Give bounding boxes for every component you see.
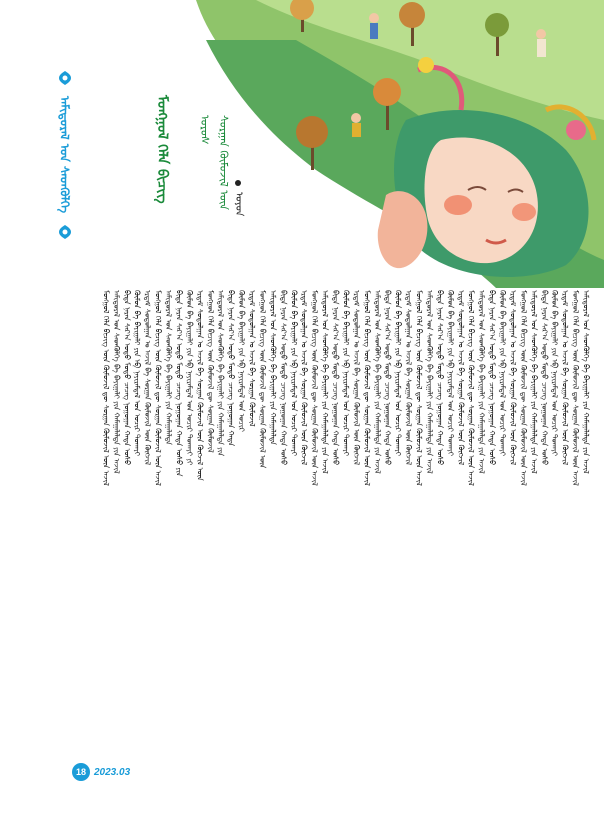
text-column: ᠡᠷᠳᠡᠮ ᠰᠤᠳᠤᠯᠭᠠᠨ ᠤ ᠠᠵᠢᠯ ᠪᠠ ᠰᠤᠷᠭᠠᠨ ᠬᠦᠮᠦᠵᠢᠯ	[247, 290, 257, 427]
text-column: ᠮᠣᠩᠭᠣᠯ ᠬᠡᠯᠡ ᠪᠢᠴᠢᠭ ᠦᠨ ᠬᠦᠮᠦᠵᠢᠯ ᠳᠦ ᠰᠤᠷᠭᠠᠨ ᠬᠦᠮᠦᠵᠢᠯ ᠦᠨ ᠠᠵᠢᠯ	[414, 290, 424, 486]
text-column: ᠪᠢᠳᠡ ᠨᠠᠷᠠᠨ ᠰᠠᠷ᠎ᠠ ᠣᠳᠤ ᠮᠣᠳᠤ ᠴᠡᠴᠡᠭ ᠨᠤᠭᠤᠭᠠᠨ ᠬᠠᠳᠠ ᠤᠰᠤ	[122, 290, 132, 466]
text-column: ᠡᠷᠳᠡᠮ ᠰᠤᠳᠤᠯᠭᠠᠨ ᠤ ᠠᠵᠢᠯ ᠪᠠ ᠰᠤᠷᠭᠠᠨ ᠬᠦᠮᠦᠵᠢᠯ ᠦᠨ ᠬᠥᠭᠵᠢᠯ	[456, 290, 466, 466]
text-column: ᠪᠢᠳᠡ ᠨᠠᠷᠠᠨ ᠰᠠᠷ᠎ᠠ ᠣᠳᠤ ᠮᠣᠳᠤ ᠴᠡᠴᠡᠭ ᠨᠤᠭᠤᠭᠠᠨ ᠬᠠᠳᠠ ᠤᠰᠤ	[539, 290, 549, 466]
text-column: ᠡᠷᠳᠡᠮ ᠰᠤᠳᠤᠯᠭᠠᠨ ᠤ ᠠᠵᠢᠯ ᠪᠠ ᠰᠤᠷᠭᠠᠨ ᠬᠦᠮᠦᠵᠢᠯ ᠦᠨ ᠬᠥᠭᠵᠢᠯ	[404, 290, 414, 466]
text-column: ᠡᠷᠳᠡᠮ ᠰᠤᠳᠤᠯᠭᠠᠨ ᠤ ᠠᠵᠢᠯ ᠪᠠ ᠰᠤᠷᠭᠠᠨ ᠬᠦᠮᠦᠵᠢᠯ ᠦᠨ ᠬᠥᠭᠵᠢᠯ	[351, 290, 361, 466]
header-illustration	[196, 0, 604, 288]
text-column: ᠡᠷᠳᠡᠮ ᠰᠤᠳᠤᠯᠭᠠᠨ ᠤ ᠠᠵᠢᠯ ᠪᠠ ᠰᠤᠷᠭᠠᠨ ᠬᠦᠮᠦᠵᠢᠯ ᠦᠨ ᠬᠥᠭᠵᠢᠯ	[508, 290, 518, 466]
text-column: ᠪᠢᠳᠡ ᠨᠠᠷᠠᠨ ᠰᠠᠷ᠎ᠠ ᠣᠳᠤ ᠮᠣᠳᠤ ᠴᠡᠴᠡᠭ ᠨᠤᠭᠤᠭᠠᠨ ᠬᠠᠳᠠ ᠤᠰᠤ	[383, 290, 393, 466]
text-column: ᠮᠣᠩᠭᠣᠯ ᠬᠡᠯᠡ ᠪᠢᠴᠢᠭ ᠦᠨ ᠬᠦᠮᠦᠵᠢᠯ ᠳᠦ ᠰᠤᠷᠭᠠᠨ ᠬᠦᠮᠦᠵᠢᠯ	[205, 290, 215, 453]
text-column: ᠬᠦᠮᠦᠨ ᠪᠠ ᠪᠠᠶᠢᠭᠠᠯᠢ ᠶᠢᠨ ᠡᠪ ᠨᠠᠶᠢᠷᠠᠮᠳᠠᠯ ᠤᠨ ᠤᠴᠢᠷ ᠲᠤᠬᠠᠶᠢ	[341, 290, 351, 456]
text-column: ᠬᠦᠮᠦᠨ ᠪᠠ ᠪᠠᠶᠢᠭᠠᠯᠢ ᠶᠢᠨ ᠡᠪ ᠨᠠᠶᠢᠷᠠᠮᠳᠠᠯ ᠤᠨ ᠤᠴᠢᠷ	[237, 290, 247, 432]
text-column: ᠬᠦᠮᠦᠨ ᠪᠠ ᠪᠠᠶᠢᠭᠠᠯᠢ ᠶᠢᠨ ᠡᠪ ᠨᠠᠶᠢᠷᠠᠮᠳᠠᠯ ᠤᠨ ᠤᠴᠢᠷ ᠲᠤᠬᠠᠶᠢ	[445, 290, 455, 456]
text-column: ᠠᠮᠢᠳᠤᠷᠠᠯ ᠤᠨ ᠰᠡᠳᠬᠦᠯᠭᠡ ᠪᠠ ᠪᠠᠶᠢᠭᠠᠯᠢ ᠶᠢᠨ ᠬᠠᠮᠠᠭᠠᠯᠠᠯᠲᠠ ᠶᠢᠨ ᠠᠵᠢᠯ	[424, 290, 434, 474]
text-column: ᠪᠢᠳᠡ ᠨᠠᠷᠠᠨ ᠰᠠᠷ᠎ᠠ ᠣᠳᠤ ᠮᠣᠳᠤ ᠴᠡᠴᠡᠭ ᠨᠤᠭᠤᠭᠠᠨ ᠬᠠᠳᠠ ᠤᠰᠤ ᠶᠢᠨ	[174, 290, 184, 477]
text-column: ᠮᠣᠩᠭᠣᠯ ᠬᠡᠯᠡ ᠪᠢᠴᠢᠭ ᠦᠨ ᠬᠦᠮᠦᠵᠢᠯ ᠳᠦ ᠰᠤᠷᠭᠠᠨ ᠬᠦᠮᠦᠵᠢᠯ ᠦᠨ ᠠᠵᠢᠯ	[466, 290, 476, 486]
author-block	[229, 180, 247, 250]
text-column: ᠬᠦᠮᠦᠨ ᠪᠠ ᠪᠠᠶᠢᠭᠠᠯᠢ ᠶᠢᠨ ᠡᠪ ᠨᠠᠶᠢᠷᠠᠮᠳᠠᠯ ᠤᠨ ᠤᠴᠢᠷ ᠲᠤᠬᠠᠶᠢ	[393, 290, 403, 456]
article-title: ᠮᠣᠩᠭᠣᠯ ᠬᠡᠯᠡ ᠪᠢᠴᠢᠭ	[154, 95, 170, 204]
text-column: ᠠᠮᠢᠳᠤᠷᠠᠯ ᠤᠨ ᠰᠡᠳᠬᠦᠯᠭᠡ ᠪᠠ ᠪᠠᠶᠢᠭᠠᠯᠢ ᠶᠢᠨ ᠬᠠᠮᠠᠭᠠᠯᠠᠯᠲᠠ ᠶᠢᠨ ᠠᠵᠢᠯ	[581, 290, 591, 474]
text-column: ᠠᠮᠢᠳᠤᠷᠠᠯ ᠤᠨ ᠰᠡᠳᠬᠦᠯᠭᠡ ᠪᠠ ᠪᠠᠶᠢᠭᠠᠯᠢ ᠶᠢᠨ ᠬᠠᠮᠠᠭᠠᠯᠠᠯᠲᠠ ᠶᠢᠨ ᠠᠵᠢᠯ	[477, 290, 487, 474]
section-title: ᠠᠮᠢᠳᠤᠷᠠᠯ ᠤᠨ ᠰᠡᠳᠬᠦᠯᠭᠡ	[57, 96, 72, 214]
text-column: ᠬᠦᠮᠦᠨ ᠪᠠ ᠪᠠᠶᠢᠭᠠᠯᠢ ᠶᠢᠨ ᠡᠪ ᠨᠠᠶᠢᠷᠠᠮᠳᠠᠯ ᠤᠨ ᠤᠴᠢᠷ ᠲᠤᠬᠠᠶᠢ ᠶᠢ	[184, 290, 194, 466]
text-column: ᠬᠦᠮᠦᠨ ᠪᠠ ᠪᠠᠶᠢᠭᠠᠯᠢ ᠶᠢᠨ ᠡᠪ ᠨᠠᠶᠢᠷᠠᠮᠳᠠᠯ ᠤᠨ ᠤᠴᠢᠷ ᠲᠤᠬᠠᠶᠢ	[132, 290, 142, 456]
text-column: ᠪᠢᠳᠡ ᠨᠠᠷᠠᠨ ᠰᠠᠷ᠎ᠠ ᠣᠳᠤ ᠮᠣᠳᠤ ᠴᠡᠴᠡᠭ ᠨᠤᠭᠤᠭᠠᠨ ᠬᠠᠳᠠ ᠤᠰᠤ	[487, 290, 497, 466]
text-column: ᠬᠦᠮᠦᠨ ᠪᠠ ᠪᠠᠶᠢᠭᠠᠯᠢ ᠶᠢᠨ ᠡᠪ ᠨᠠᠶᠢᠷᠠᠮᠳᠠᠯ ᠤᠨ ᠤᠴᠢᠷ ᠲᠤᠬᠠᠶᠢ	[550, 290, 560, 456]
text-column: ᠠᠮᠢᠳᠤᠷᠠᠯ ᠤᠨ ᠰᠡᠳᠬᠦᠯᠭᠡ ᠪᠠ ᠪᠠᠶᠢᠭᠠᠯᠢ ᠶᠢᠨ ᠬᠠᠮᠠᠭᠠᠯᠠᠯᠲᠠ	[164, 290, 174, 445]
ornament-icon	[57, 70, 73, 86]
text-column: ᠡᠷᠳᠡᠮ ᠰᠤᠳᠤᠯᠭᠠᠨ ᠤ ᠠᠵᠢᠯ ᠪᠠ ᠰᠤᠷᠭᠠᠨ ᠬᠦᠮᠦᠵᠢᠯ ᠦᠨ ᠬᠥᠭᠵᠢᠯ	[143, 290, 153, 466]
issue-date: 2023.03	[94, 766, 131, 778]
woman-nature-illustration	[196, 0, 604, 288]
text-column: ᠪᠢᠳᠡ ᠨᠠᠷᠠᠨ ᠰᠠᠷ᠎ᠠ ᠣᠳᠤ ᠮᠣᠳᠤ ᠴᠡᠴᠡᠭ ᠨᠤᠭᠤᠭᠠᠨ ᠬᠠᠳᠠ ᠤᠰᠤ	[331, 290, 341, 466]
article-body	[102, 290, 590, 760]
text-column: ᠮᠣᠩᠭᠣᠯ ᠬᠡᠯᠡ ᠪᠢᠴᠢᠭ ᠦᠨ ᠬᠦᠮᠦᠵᠢᠯ ᠳᠦ ᠰᠤᠷᠭᠠᠨ ᠬᠦᠮᠦᠵᠢᠯ ᠦᠨ ᠠᠵᠢᠯ	[362, 290, 372, 486]
text-column: ᠮᠣᠩᠭᠣᠯ ᠬᠡᠯᠡ ᠪᠢᠴᠢᠭ ᠦᠨ ᠬᠦᠮᠦᠵᠢᠯ ᠳᠦ ᠰᠤᠷᠭᠠᠨ ᠬᠦᠮᠦᠵᠢᠯ ᠦᠨ ᠠᠵᠢᠯ	[153, 290, 163, 486]
text-column: ᠠᠮᠢᠳᠤᠷᠠᠯ ᠤᠨ ᠰᠡᠳᠬᠦᠯᠭᠡ ᠪᠠ ᠪᠠᠶᠢᠭᠠᠯᠢ ᠶᠢᠨ ᠬᠠᠮᠠᠭᠠᠯᠠᠯᠲᠠ ᠶᠢᠨ	[216, 290, 226, 457]
page-footer	[72, 763, 130, 781]
text-column: ᠡᠷᠳᠡᠮ ᠰᠤᠳᠤᠯᠭᠠᠨ ᠤ ᠠᠵᠢᠯ ᠪᠠ ᠰᠤᠷᠭᠠᠨ ᠬᠦᠮᠦᠵᠢᠯ ᠦᠨ ᠬᠥᠭᠵᠢᠯ	[299, 290, 309, 466]
text-column: ᠬᠦᠮᠦᠨ ᠪᠠ ᠪᠠᠶᠢᠭᠠᠯᠢ ᠶᠢᠨ ᠡᠪ ᠨᠠᠶᠢᠷᠠᠮᠳᠠᠯ ᠤᠨ ᠤᠴᠢᠷ ᠲᠤᠬᠠᠶᠢ	[498, 290, 508, 456]
text-column: ᠡᠷᠳᠡᠮ ᠰᠤᠳᠤᠯᠭᠠᠨ ᠤ ᠠᠵᠢᠯ ᠪᠠ ᠰᠤᠷᠭᠠᠨ ᠬᠦᠮᠦᠵᠢᠯ ᠦᠨ ᠬᠥᠭᠵᠢᠯ ᠦᠨ	[195, 290, 205, 481]
text-column: ᠪᠢᠳᠡ ᠨᠠᠷᠠᠨ ᠰᠠᠷ᠎ᠠ ᠣᠳᠤ ᠮᠣᠳᠤ ᠴᠡᠴᠡᠭ ᠨᠤᠭᠤᠭᠠᠨ ᠬᠠᠳᠠ ᠤᠰᠤ	[435, 290, 445, 466]
text-column: ᠮᠣᠩᠭᠣᠯ ᠬᠡᠯᠡ ᠪᠢᠴᠢᠭ ᠦᠨ ᠬᠦᠮᠦᠵᠢᠯ ᠳᠦ ᠰᠤᠷᠭᠠᠨ ᠬᠦᠮᠦᠵᠢᠯ ᠦᠨ ᠠᠵᠢᠯ	[571, 290, 581, 486]
section-banner	[52, 70, 78, 240]
text-column: ᠬᠦᠮᠦᠨ ᠪᠠ ᠪᠠᠶᠢᠭᠠᠯᠢ ᠶᠢᠨ ᠡᠪ ᠨᠠᠶᠢᠷᠠᠮᠳᠠᠯ ᠤᠨ ᠤᠴᠢᠷ ᠲᠤᠬᠠᠶᠢ	[289, 290, 299, 456]
text-column: ᠮᠣᠩᠭᠣᠯ ᠬᠡᠯᠡ ᠪᠢᠴᠢᠭ ᠦᠨ ᠬᠦᠮᠦᠵᠢᠯ ᠳᠦ ᠰᠤᠷᠭᠠᠨ ᠬᠦᠮᠦᠵᠢᠯ ᠦᠨ	[257, 290, 267, 469]
text-column: ᠠᠮᠢᠳᠤᠷᠠᠯ ᠤᠨ ᠰᠡᠳᠬᠦᠯᠭᠡ ᠪᠠ ᠪᠠᠶᠢᠭᠠᠯᠢ ᠶᠢᠨ ᠬᠠᠮᠠᠭᠠᠯᠠᠯᠲᠠ ᠶᠢᠨ ᠠᠵᠢᠯ	[529, 290, 539, 474]
text-column: ᠠᠮᠢᠳᠤᠷᠠᠯ ᠤᠨ ᠰᠡᠳᠬᠦᠯᠭᠡ ᠪᠠ ᠪᠠᠶᠢᠭᠠᠯᠢ ᠶᠢᠨ ᠬᠠᠮᠠᠭᠠᠯᠠᠯᠲᠠ ᠶᠢᠨ ᠠᠵᠢᠯ	[111, 290, 121, 474]
text-column: ᠠᠮᠢᠳᠤᠷᠠᠯ ᠤᠨ ᠰᠡᠳᠬᠦᠯᠭᠡ ᠪᠠ ᠪᠠᠶᠢᠭᠠᠯᠢ ᠶᠢᠨ ᠬᠠᠮᠠᠭᠠᠯᠠᠯᠲᠠ	[268, 290, 278, 445]
text-column: ᠪᠢᠳᠡ ᠨᠠᠷᠠᠨ ᠰᠠᠷ᠎ᠠ ᠣᠳᠤ ᠮᠣᠳᠤ ᠴᠡᠴᠡᠭ ᠨᠤᠭᠤᠭᠠᠨ ᠬᠠᠳᠠ ᠤᠰᠤ	[278, 290, 288, 466]
text-column: ᠠᠮᠢᠳᠤᠷᠠᠯ ᠤᠨ ᠰᠡᠳᠬᠦᠯᠭᠡ ᠪᠠ ᠪᠠᠶᠢᠭᠠᠯᠢ ᠶᠢᠨ ᠬᠠᠮᠠᠭᠠᠯᠠᠯᠲᠠ ᠶᠢᠨ ᠠᠵᠢᠯ	[320, 290, 330, 474]
text-column: ᠮᠣᠩᠭᠣᠯ ᠬᠡᠯᠡ ᠪᠢᠴᠢᠭ ᠦᠨ ᠬᠦᠮᠦᠵᠢᠯ ᠳᠦ ᠰᠤᠷᠭᠠᠨ ᠬᠦᠮᠦᠵᠢᠯ ᠦᠨ ᠠᠵᠢᠯ	[310, 290, 320, 486]
bullet-icon	[235, 180, 241, 186]
text-column: ᠮᠣᠩᠭᠣᠯ ᠬᠡᠯᠡ ᠪᠢᠴᠢᠭ ᠦᠨ ᠬᠦᠮᠦᠵᠢᠯ ᠳᠦ ᠰᠤᠷᠭᠠᠨ ᠬᠦᠮᠦᠵᠢᠯ ᠦᠨ ᠠᠵᠢᠯ	[101, 290, 111, 486]
text-column: ᠡᠷᠳᠡᠮ ᠰᠤᠳᠤᠯᠭᠠᠨ ᠤ ᠠᠵᠢᠯ ᠪᠠ ᠰᠤᠷᠭᠠᠨ ᠬᠦᠮᠦᠵᠢᠯ ᠦᠨ ᠬᠥᠭᠵᠢᠯ	[560, 290, 570, 466]
ornament-icon	[57, 224, 73, 240]
page-number: 18	[72, 763, 90, 781]
text-column: ᠪᠢᠳᠡ ᠨᠠᠷᠠᠨ ᠰᠠᠷ᠎ᠠ ᠣᠳᠤ ᠮᠣᠳᠤ ᠴᠡᠴᠡᠭ ᠨᠤᠭᠤᠭᠠᠨ ᠬᠠᠳᠠ	[226, 290, 236, 446]
text-column: ᠮᠣᠩᠭᠣᠯ ᠬᠡᠯᠡ ᠪᠢᠴᠢᠭ ᠦᠨ ᠬᠦᠮᠦᠵᠢᠯ ᠳᠦ ᠰᠤᠷᠭᠠᠨ ᠬᠦᠮᠦᠵᠢᠯ ᠦᠨ ᠠᠵᠢᠯ	[518, 290, 528, 486]
article-subtitle: ᠰᠤᠷᠭᠠᠨ ᠬᠦᠮᠦᠵᠢᠯ ᠦᠨ ᠤᠷᠤᠰ	[198, 115, 230, 210]
author-name: ᠣᠶᠤᠨ	[233, 192, 244, 217]
text-column: ᠠᠮᠢᠳᠤᠷᠠᠯ ᠤᠨ ᠰᠡᠳᠬᠦᠯᠭᠡ ᠪᠠ ᠪᠠᠶᠢᠭᠠᠯᠢ ᠶᠢᠨ ᠬᠠᠮᠠᠭᠠᠯᠠᠯᠲᠠ ᠶᠢᠨ ᠠᠵᠢᠯ	[372, 290, 382, 474]
